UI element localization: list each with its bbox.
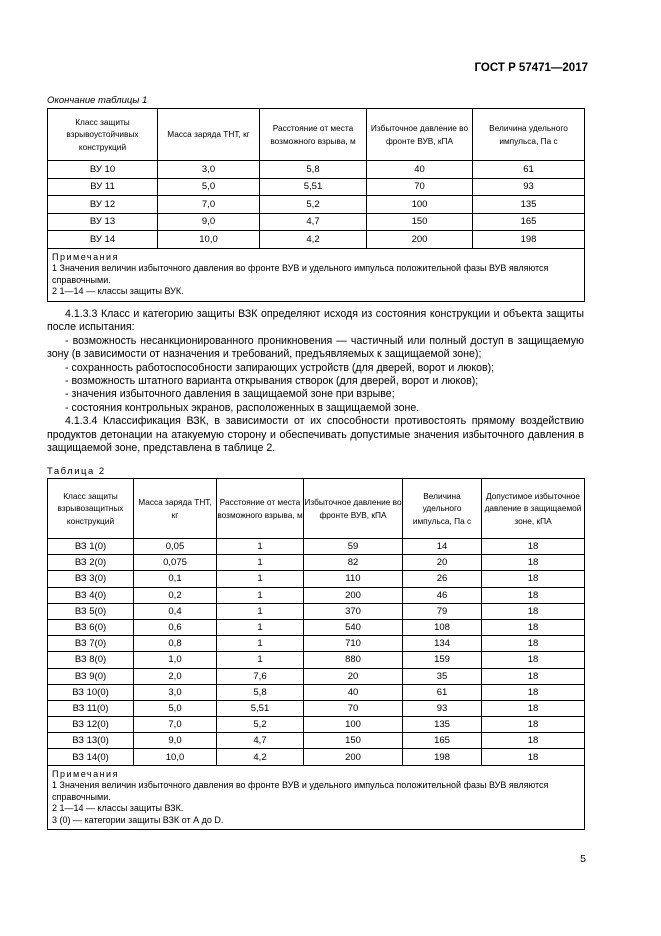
table2-cell: 82	[304, 555, 403, 571]
table2-cell: 0,6	[134, 619, 217, 635]
table1-cell: 9,0	[158, 213, 260, 231]
body-text	[47, 308, 584, 455]
table1-cell: 198	[473, 231, 585, 249]
table2-note: 3 (0) — категории защиты ВЗК от А до D.	[52, 814, 224, 825]
table1-cell: 100	[367, 196, 473, 214]
table1-cell: 70	[367, 178, 473, 196]
table2-cell: 18	[482, 636, 585, 652]
table2-cell: 110	[304, 571, 403, 587]
table2-cell: 18	[482, 587, 585, 603]
table2-cell: ВЗ 4(0)	[48, 587, 134, 603]
table2-cell: 0,05	[134, 539, 217, 555]
table1-cell: 93	[473, 178, 585, 196]
table1-cell: 5,2	[260, 196, 367, 214]
table2-notes-title: Примечания	[52, 768, 119, 779]
table2-notes	[48, 765, 585, 830]
table2-cell: ВЗ 10(0)	[48, 684, 134, 700]
table1-notes-title: Примечания	[52, 251, 119, 262]
page-number: 5	[580, 853, 586, 865]
table2-cell: 18	[482, 684, 585, 700]
paragraph-4-1-3-3: 4.1.3.3 Класс и категорию защиты ВЗК определяют исходя из состояния конструкции и объекта защиты после испытания:	[47, 308, 584, 334]
table2-row	[48, 636, 585, 652]
table2-header-cell: Класс защиты взрывозащитных конструкций	[48, 479, 134, 539]
table2-cell: 1	[217, 571, 304, 587]
table2-cell: 5,51	[217, 700, 304, 716]
table2-row	[48, 717, 585, 733]
table2-cell: ВЗ 5(0)	[48, 603, 134, 619]
table2-cell: 26	[403, 571, 482, 587]
table2-cell: 18	[482, 668, 585, 684]
table2-cell: ВЗ 3(0)	[48, 571, 134, 587]
table2-cell: 5,2	[217, 717, 304, 733]
table2-cell: 5,8	[217, 684, 304, 700]
table2-row	[48, 684, 585, 700]
table2-note: 1 Значения величин избыточного давления во фронте ВУВ и удельного импульса положительной фазы ВУВ являются справочными.	[52, 780, 549, 802]
table2-cell: 0,2	[134, 587, 217, 603]
table2-cell: 0,1	[134, 571, 217, 587]
table2-row	[48, 587, 585, 603]
table2-row	[48, 733, 585, 749]
list-item: - возможность несанкционированного проникновения — частичный или полный доступ в защищаемую зону (в зависимости от назначения и требований, предъявляемых к защищаемой зоне);	[47, 334, 584, 361]
table2-cell: 0,075	[134, 555, 217, 571]
table1-cell: 5,0	[158, 178, 260, 196]
table2-cell: 14	[403, 539, 482, 555]
table1-cell: 61	[473, 161, 585, 179]
table2-row	[48, 555, 585, 571]
table2-row	[48, 539, 585, 555]
table2-cell: 1	[217, 652, 304, 668]
table2-cell: 0,4	[134, 603, 217, 619]
table1-header-cell: Масса заряда ТНТ, кг	[158, 109, 260, 161]
table2-row	[48, 571, 585, 587]
table2-cell: 198	[403, 749, 482, 765]
table1-cell: 165	[473, 213, 585, 231]
table1-cell: 135	[473, 196, 585, 214]
table2-cell: 0,8	[134, 636, 217, 652]
table2-cell: 4,2	[217, 749, 304, 765]
table1-cell: ВУ 14	[48, 231, 158, 249]
table2-cell: ВЗ 9(0)	[48, 668, 134, 684]
table2-cell: 7,0	[134, 717, 217, 733]
table1-cell: ВУ 13	[48, 213, 158, 231]
table1-cell: 4,7	[260, 213, 367, 231]
table2-cell: 1	[217, 619, 304, 635]
table2-caption: Таблица 2	[47, 466, 106, 477]
list-item: - состояния контрольных экранов, расположенных в защищаемой зоне.	[65, 401, 420, 414]
table2-header-cell: Избыточное давление во фронте ВУВ, кПА	[304, 479, 403, 539]
table2-cell: 134	[403, 636, 482, 652]
table2-cell: 1,0	[134, 652, 217, 668]
table1-header-cell: Избыточное давление во фронте ВУВ, кПА	[367, 109, 473, 161]
table2-row	[48, 700, 585, 716]
table2-header-cell: Допустимое избыточное давление в защищаемой зоне, кПА	[482, 479, 585, 539]
table2-row	[48, 749, 585, 765]
table2-cell: 18	[482, 571, 585, 587]
table2-cell: 165	[403, 733, 482, 749]
table2-cell: ВЗ 11(0)	[48, 700, 134, 716]
table1-cell: ВУ 10	[48, 161, 158, 179]
table2-cell: ВЗ 13(0)	[48, 733, 134, 749]
table2-cell: 61	[403, 684, 482, 700]
table2	[47, 478, 585, 830]
table2-cell: 35	[403, 668, 482, 684]
table2-cell: 100	[304, 717, 403, 733]
table1-cell: 10,0	[158, 231, 260, 249]
table2-cell: 9,0	[134, 733, 217, 749]
table2-cell: 108	[403, 619, 482, 635]
table1-header-cell: Класс защиты взрывоустойчивых конструкций	[48, 109, 158, 161]
table2-cell: 1	[217, 555, 304, 571]
table2-cell: 40	[304, 684, 403, 700]
table2-cell: 200	[304, 749, 403, 765]
table2-header-row	[48, 479, 585, 539]
table1-row	[48, 178, 585, 196]
table2-note: 2 1—14 — классы защиты ВЗК.	[52, 803, 184, 814]
table2-row	[48, 668, 585, 684]
table2-cell: ВЗ 1(0)	[48, 539, 134, 555]
table1	[47, 108, 585, 302]
table1-note: 1 Значения величин избыточного давления во фронте ВУВ и удельного импульса положительной фазы ВУВ являются справочными.	[52, 263, 549, 285]
table1-row	[48, 196, 585, 214]
table1-header-cell: Величина удельного импульса, Па с	[473, 109, 585, 161]
table2-row	[48, 603, 585, 619]
table2-cell: 1	[217, 539, 304, 555]
table2-cell: 150	[304, 733, 403, 749]
table1-cell: 150	[367, 213, 473, 231]
table2-row	[48, 619, 585, 635]
table2-cell: 1	[217, 587, 304, 603]
table2-cell: 18	[482, 555, 585, 571]
table2-cell: ВЗ 8(0)	[48, 652, 134, 668]
table2-cell: 18	[482, 700, 585, 716]
table2-cell: 5,0	[134, 700, 217, 716]
table1-cell: 5,51	[260, 178, 367, 196]
table2-cell: 3,0	[134, 684, 217, 700]
table2-cell: 59	[304, 539, 403, 555]
table2-cell: 159	[403, 652, 482, 668]
table2-cell: 18	[482, 619, 585, 635]
table2-cell: 370	[304, 603, 403, 619]
table1-cell: 5,8	[260, 161, 367, 179]
table2-cell: 7,6	[217, 668, 304, 684]
table2-cell: 18	[482, 717, 585, 733]
table2-cell: 70	[304, 700, 403, 716]
table2-cell: 540	[304, 619, 403, 635]
list-item: - возможность штатного варианта открывания створок (для дверей, ворот и люков);	[65, 375, 479, 388]
table2-cell: 1	[217, 636, 304, 652]
table2-cell: 18	[482, 603, 585, 619]
table2-cell: ВЗ 12(0)	[48, 717, 134, 733]
table1-cell: 4,2	[260, 231, 367, 249]
table2-cell: 2,0	[134, 668, 217, 684]
table1-cell: 7,0	[158, 196, 260, 214]
table1-note: 2 1—14 — классы защиты ВУК.	[52, 286, 184, 296]
table2-cell: 10,0	[134, 749, 217, 765]
list-item: - сохранность работоспособности запирающих устройств (для дверей, ворот и люков);	[65, 361, 495, 374]
table1-cell: ВУ 12	[48, 196, 158, 214]
table2-cell: 4,7	[217, 733, 304, 749]
table2-cell: 20	[403, 555, 482, 571]
table1-header-row	[48, 109, 585, 161]
table1-notes	[48, 248, 585, 301]
table2-cell: ВЗ 7(0)	[48, 636, 134, 652]
table1-cell: 200	[367, 231, 473, 249]
table2-cell: 18	[482, 652, 585, 668]
table2-cell: 46	[403, 587, 482, 603]
document-header: ГОСТ Р 57471—2017	[474, 62, 588, 74]
table2-cell: 18	[482, 733, 585, 749]
table2-cell: 710	[304, 636, 403, 652]
list-item: - значения избыточного давления в защищаемой зоне при взрыве;	[65, 388, 395, 401]
table1-header-cell: Расстояние от места возможного взрыва, м	[260, 109, 367, 161]
table2-cell: 135	[403, 717, 482, 733]
table2-cell: ВЗ 6(0)	[48, 619, 134, 635]
table2-cell: 18	[482, 749, 585, 765]
table2-row	[48, 652, 585, 668]
table1-row	[48, 231, 585, 249]
table1-cell: 40	[367, 161, 473, 179]
table2-cell: 18	[482, 539, 585, 555]
table1-cell: 3,0	[158, 161, 260, 179]
table2-cell: ВЗ 2(0)	[48, 555, 134, 571]
table2-cell: 20	[304, 668, 403, 684]
table2-cell: 93	[403, 700, 482, 716]
paragraph-4-1-3-4: 4.1.3.4 Классификация ВЗК, в зависимости от их способности противостоять прямому воздействию продуктов детонации на атакуемую сторону и обеспечивать допустимые значения избыточного давления в защищаемой зоне, представлена в таблице 2.	[47, 415, 584, 455]
table2-header-cell: Расстояние от места возможного взрыва, м	[217, 479, 304, 539]
table2-cell: ВЗ 14(0)	[48, 749, 134, 765]
table2-header-cell: Величина удельного импульса, Па с	[403, 479, 482, 539]
table2-cell: 1	[217, 603, 304, 619]
table1-cell: ВУ 11	[48, 178, 158, 196]
table2-header-cell: Масса заряда ТНТ, кг	[134, 479, 217, 539]
table2-cell: 79	[403, 603, 482, 619]
table1-row	[48, 213, 585, 231]
table1-row	[48, 161, 585, 179]
table2-cell: 200	[304, 587, 403, 603]
table1-caption: Окончание таблицы 1	[47, 95, 148, 106]
table2-cell: 880	[304, 652, 403, 668]
